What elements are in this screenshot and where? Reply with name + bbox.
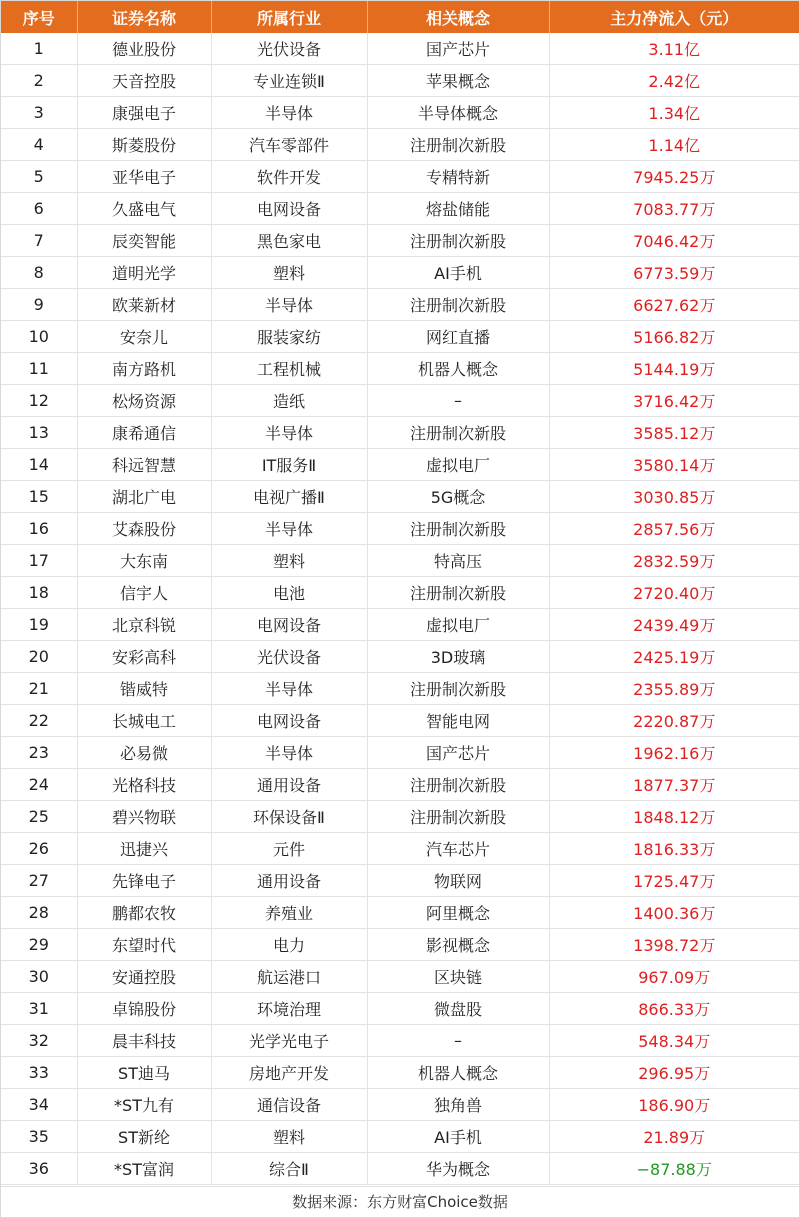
header-industry: 所属行业 — [211, 1, 367, 33]
industry: 塑料 — [211, 257, 367, 289]
industry: 元件 — [211, 833, 367, 865]
concept: 汽车芯片 — [367, 833, 549, 865]
security-name: 德业股份 — [77, 33, 211, 65]
concept: 苹果概念 — [367, 65, 549, 97]
table-row — [1, 225, 799, 257]
industry: 电网设备 — [211, 705, 367, 737]
security-name: 信宇人 — [77, 577, 211, 609]
row-index: 32 — [1, 1025, 77, 1057]
main-net-inflow: 5166.82万 — [549, 321, 799, 353]
row-index: 4 — [1, 129, 77, 161]
concept: 国产芯片 — [367, 737, 549, 769]
main-net-inflow: 1400.36万 — [549, 897, 799, 929]
row-index: 34 — [1, 1089, 77, 1121]
table-row — [1, 609, 799, 641]
concept: 注册制次新股 — [367, 513, 549, 545]
concept: 注册制次新股 — [367, 129, 549, 161]
header-main-net-inflow: 主力净流入（元） — [549, 1, 799, 33]
industry: 半导体 — [211, 97, 367, 129]
table-row — [1, 993, 799, 1025]
table-row — [1, 705, 799, 737]
security-name: 天音控股 — [77, 65, 211, 97]
security-name: 长城电工 — [77, 705, 211, 737]
industry: 软件开发 — [211, 161, 367, 193]
industry: 综合Ⅱ — [211, 1153, 367, 1185]
concept: AI手机 — [367, 1121, 549, 1153]
table-body — [1, 33, 799, 1185]
security-name: *ST九有 — [77, 1089, 211, 1121]
industry: 造纸 — [211, 385, 367, 417]
row-index: 19 — [1, 609, 77, 641]
security-name: 辰奕智能 — [77, 225, 211, 257]
industry: 电网设备 — [211, 609, 367, 641]
main-net-inflow: 6773.59万 — [549, 257, 799, 289]
row-index: 20 — [1, 641, 77, 673]
main-net-inflow: 186.90万 — [549, 1089, 799, 1121]
main-net-inflow: 2832.59万 — [549, 545, 799, 577]
concept: 物联网 — [367, 865, 549, 897]
table-row — [1, 1025, 799, 1057]
row-index: 2 — [1, 65, 77, 97]
industry: 养殖业 — [211, 897, 367, 929]
security-name: 欧莱新材 — [77, 289, 211, 321]
concept: 注册制次新股 — [367, 673, 549, 705]
row-index: 8 — [1, 257, 77, 289]
row-index: 15 — [1, 481, 77, 513]
concept: 3D玻璃 — [367, 641, 549, 673]
industry: 通信设备 — [211, 1089, 367, 1121]
table-row — [1, 769, 799, 801]
main-net-inflow: 1.34亿 — [549, 97, 799, 129]
security-name: ST新纶 — [77, 1121, 211, 1153]
table-row — [1, 193, 799, 225]
row-index: 18 — [1, 577, 77, 609]
main-net-inflow: 1877.37万 — [549, 769, 799, 801]
concept: 注册制次新股 — [367, 769, 549, 801]
security-name: 湖北广电 — [77, 481, 211, 513]
security-name: 先锋电子 — [77, 865, 211, 897]
row-index: 31 — [1, 993, 77, 1025]
header-security-name: 证券名称 — [77, 1, 211, 33]
row-index: 27 — [1, 865, 77, 897]
concept: 5G概念 — [367, 481, 549, 513]
main-net-inflow: 3030.85万 — [549, 481, 799, 513]
table-row — [1, 385, 799, 417]
main-net-inflow: 1.14亿 — [549, 129, 799, 161]
concept: 国产芯片 — [367, 33, 549, 65]
security-name: 斯菱股份 — [77, 129, 211, 161]
table-row — [1, 801, 799, 833]
security-name: 亚华电子 — [77, 161, 211, 193]
table-row — [1, 97, 799, 129]
security-name: 南方路机 — [77, 353, 211, 385]
main-net-inflow: 2720.40万 — [549, 577, 799, 609]
security-name: 安彩高科 — [77, 641, 211, 673]
main-net-inflow: 1398.72万 — [549, 929, 799, 961]
table-row — [1, 673, 799, 705]
table-row — [1, 321, 799, 353]
row-index: 9 — [1, 289, 77, 321]
table-row — [1, 257, 799, 289]
main-net-inflow: 21.89万 — [549, 1121, 799, 1153]
table-row — [1, 449, 799, 481]
main-net-inflow: 1816.33万 — [549, 833, 799, 865]
row-index: 24 — [1, 769, 77, 801]
industry: 环境治理 — [211, 993, 367, 1025]
industry: 半导体 — [211, 513, 367, 545]
main-net-inflow: 3585.12万 — [549, 417, 799, 449]
table-header — [1, 1, 799, 33]
table-row — [1, 641, 799, 673]
concept: – — [367, 385, 549, 417]
security-name: 迅捷兴 — [77, 833, 211, 865]
main-net-inflow: 866.33万 — [549, 993, 799, 1025]
industry: IT服务Ⅱ — [211, 449, 367, 481]
industry: 通用设备 — [211, 769, 367, 801]
table-row — [1, 1089, 799, 1121]
industry: 半导体 — [211, 289, 367, 321]
security-name: 康希通信 — [77, 417, 211, 449]
concept: 华为概念 — [367, 1153, 549, 1185]
row-index: 10 — [1, 321, 77, 353]
industry: 黑色家电 — [211, 225, 367, 257]
industry: 汽车零部件 — [211, 129, 367, 161]
security-name: 东望时代 — [77, 929, 211, 961]
table-row — [1, 65, 799, 97]
row-index: 28 — [1, 897, 77, 929]
table-row — [1, 129, 799, 161]
security-name: *ST富润 — [77, 1153, 211, 1185]
main-net-inflow: 1848.12万 — [549, 801, 799, 833]
table-row — [1, 353, 799, 385]
industry: 专业连锁Ⅱ — [211, 65, 367, 97]
row-index: 35 — [1, 1121, 77, 1153]
industry: 工程机械 — [211, 353, 367, 385]
concept: AI手机 — [367, 257, 549, 289]
main-net-inflow: 296.95万 — [549, 1057, 799, 1089]
concept: 特高压 — [367, 545, 549, 577]
table-row — [1, 417, 799, 449]
security-name: 安通控股 — [77, 961, 211, 993]
security-name: ST迪马 — [77, 1057, 211, 1089]
concept: 注册制次新股 — [367, 225, 549, 257]
row-index: 25 — [1, 801, 77, 833]
concept: 微盘股 — [367, 993, 549, 1025]
main-net-inflow: 2857.56万 — [549, 513, 799, 545]
industry: 通用设备 — [211, 865, 367, 897]
industry: 电视广播Ⅱ — [211, 481, 367, 513]
security-name: 碧兴物联 — [77, 801, 211, 833]
security-name: 安奈儿 — [77, 321, 211, 353]
concept: 熔盐储能 — [367, 193, 549, 225]
industry: 光伏设备 — [211, 33, 367, 65]
table-row — [1, 865, 799, 897]
table-row — [1, 929, 799, 961]
industry: 塑料 — [211, 1121, 367, 1153]
main-net-inflow: 6627.62万 — [549, 289, 799, 321]
concept: 专精特新 — [367, 161, 549, 193]
main-net-inflow: 7046.42万 — [549, 225, 799, 257]
row-index: 5 — [1, 161, 77, 193]
main-net-inflow: −87.88万 — [549, 1153, 799, 1185]
row-index: 21 — [1, 673, 77, 705]
table-row — [1, 1057, 799, 1089]
concept: – — [367, 1025, 549, 1057]
industry: 房地产开发 — [211, 1057, 367, 1089]
row-index: 22 — [1, 705, 77, 737]
table-row — [1, 833, 799, 865]
industry: 电力 — [211, 929, 367, 961]
security-name: 鹏都农牧 — [77, 897, 211, 929]
security-name: 卓锦股份 — [77, 993, 211, 1025]
concept: 注册制次新股 — [367, 577, 549, 609]
industry: 半导体 — [211, 673, 367, 705]
concept: 虚拟电厂 — [367, 449, 549, 481]
row-index: 26 — [1, 833, 77, 865]
concept: 虚拟电厂 — [367, 609, 549, 641]
main-net-inflow: 2355.89万 — [549, 673, 799, 705]
concept: 阿里概念 — [367, 897, 549, 929]
concept: 智能电网 — [367, 705, 549, 737]
header-index: 序号 — [1, 1, 77, 33]
industry: 半导体 — [211, 417, 367, 449]
main-net-inflow: 1725.47万 — [549, 865, 799, 897]
industry: 电池 — [211, 577, 367, 609]
concept: 独角兽 — [367, 1089, 549, 1121]
main-net-inflow: 3.11亿 — [549, 33, 799, 65]
row-index: 11 — [1, 353, 77, 385]
row-index: 1 — [1, 33, 77, 65]
row-index: 14 — [1, 449, 77, 481]
table-row — [1, 161, 799, 193]
header-row — [1, 1, 799, 33]
main-net-inflow: 3716.42万 — [549, 385, 799, 417]
table-row — [1, 961, 799, 993]
industry: 电网设备 — [211, 193, 367, 225]
security-name: 锴威特 — [77, 673, 211, 705]
industry: 光伏设备 — [211, 641, 367, 673]
concept: 机器人概念 — [367, 353, 549, 385]
security-name: 必易微 — [77, 737, 211, 769]
concept: 注册制次新股 — [367, 801, 549, 833]
table-row — [1, 481, 799, 513]
security-name: 松炀资源 — [77, 385, 211, 417]
row-index: 17 — [1, 545, 77, 577]
table-row — [1, 577, 799, 609]
concept: 影视概念 — [367, 929, 549, 961]
row-index: 7 — [1, 225, 77, 257]
table-row — [1, 513, 799, 545]
security-name: 道明光学 — [77, 257, 211, 289]
concept: 机器人概念 — [367, 1057, 549, 1089]
security-name: 晨丰科技 — [77, 1025, 211, 1057]
industry: 服装家纺 — [211, 321, 367, 353]
main-net-inflow: 3580.14万 — [549, 449, 799, 481]
main-net-inflow: 2439.49万 — [549, 609, 799, 641]
industry: 航运港口 — [211, 961, 367, 993]
header-concept: 相关概念 — [367, 1, 549, 33]
row-index: 12 — [1, 385, 77, 417]
main-net-inflow: 7083.77万 — [549, 193, 799, 225]
main-net-inflow: 2425.19万 — [549, 641, 799, 673]
row-index: 36 — [1, 1153, 77, 1185]
table-row — [1, 289, 799, 321]
security-name: 大东南 — [77, 545, 211, 577]
industry: 环保设备Ⅱ — [211, 801, 367, 833]
industry: 光学光电子 — [211, 1025, 367, 1057]
concept: 区块链 — [367, 961, 549, 993]
main-net-inflow: 5144.19万 — [549, 353, 799, 385]
row-index: 29 — [1, 929, 77, 961]
security-name: 北京科锐 — [77, 609, 211, 641]
table-row — [1, 737, 799, 769]
security-name: 康强电子 — [77, 97, 211, 129]
row-index: 30 — [1, 961, 77, 993]
table-row — [1, 1153, 799, 1185]
table-row — [1, 545, 799, 577]
row-index: 23 — [1, 737, 77, 769]
security-name: 久盛电气 — [77, 193, 211, 225]
industry: 半导体 — [211, 737, 367, 769]
main-net-inflow: 967.09万 — [549, 961, 799, 993]
security-name: 艾森股份 — [77, 513, 211, 545]
row-index: 6 — [1, 193, 77, 225]
table-row — [1, 33, 799, 65]
row-index: 16 — [1, 513, 77, 545]
concept: 注册制次新股 — [367, 417, 549, 449]
main-net-inflow: 7945.25万 — [549, 161, 799, 193]
security-name: 科远智慧 — [77, 449, 211, 481]
security-name: 光格科技 — [77, 769, 211, 801]
row-index: 33 — [1, 1057, 77, 1089]
concept: 注册制次新股 — [367, 289, 549, 321]
concept: 网红直播 — [367, 321, 549, 353]
main-net-inflow: 2.42亿 — [549, 65, 799, 97]
row-index: 3 — [1, 97, 77, 129]
main-net-inflow: 2220.87万 — [549, 705, 799, 737]
row-index: 13 — [1, 417, 77, 449]
table-row — [1, 897, 799, 929]
data-source-footer: 数据来源：东方财富Choice数据 — [1, 1186, 799, 1217]
main-net-inflow: 1962.16万 — [549, 737, 799, 769]
concept: 半导体概念 — [367, 97, 549, 129]
main-net-inflow: 548.34万 — [549, 1025, 799, 1057]
table-row — [1, 1121, 799, 1153]
industry: 塑料 — [211, 545, 367, 577]
fund-flow-table — [1, 1, 799, 1185]
